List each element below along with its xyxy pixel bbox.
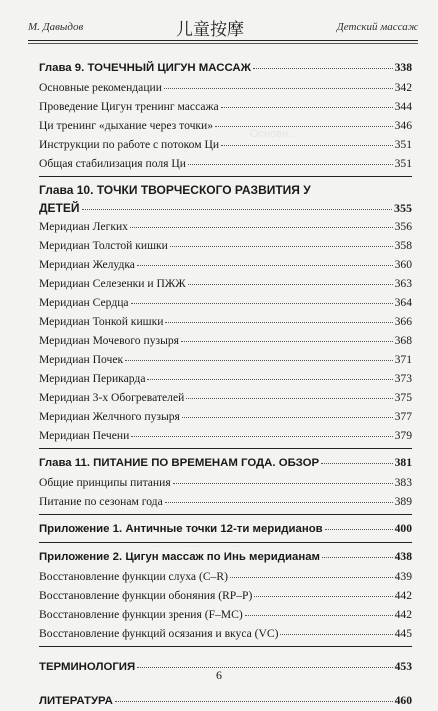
leader-dots: [115, 692, 393, 702]
leader-dots: [173, 474, 393, 484]
toc-entry[interactable]: [39, 624, 412, 643]
running-header: [28, 14, 418, 40]
toc-entry[interactable]: [39, 236, 412, 255]
page-number: 360: [394, 258, 412, 271]
leader-dots: [280, 625, 392, 635]
page-number: 377: [394, 410, 412, 423]
entry-title: Восстановление функции обоняния (RP–P): [39, 589, 253, 602]
chapter-title-line2: ДЕТЕЙ: [39, 201, 80, 215]
page-number: 445: [394, 627, 412, 640]
leader-dots: [230, 568, 393, 578]
entry-title: Меридиан Желудка: [39, 258, 135, 271]
appendix-title: Приложение 2. Цигун массаж по Инь меридианам: [39, 551, 320, 563]
page-number: 346: [394, 119, 412, 132]
appendix-title: Приложение 1. Античные точки 12-ти меридианов: [39, 523, 323, 535]
page-number: 351: [394, 138, 412, 151]
page-number: 389: [394, 495, 412, 508]
toc-entry[interactable]: [39, 350, 412, 369]
page-number: 381: [394, 456, 412, 469]
section-title: ЛИТЕРАТУРА: [39, 695, 113, 707]
leader-dots: [131, 427, 392, 437]
toc-chapter-11[interactable]: [39, 453, 412, 473]
header-rule: [28, 40, 418, 41]
toc-entry[interactable]: [39, 369, 412, 388]
entry-title: Меридиан Желчного пузыря: [39, 410, 180, 423]
toc-entry[interactable]: [39, 293, 412, 312]
chapter-10-entries: [39, 217, 412, 445]
entry-title: Меридиан Почек: [39, 353, 124, 366]
section-divider: [39, 176, 412, 177]
page-number: 373: [394, 372, 412, 385]
page-number: 371: [394, 353, 412, 366]
chapter-title-line1: Глава 10. ТОЧКИ ТВОРЧЕСКОГО РАЗВИТИЯ У: [39, 183, 311, 197]
entry-title: Меридиан Мочевого пузыря: [39, 334, 180, 347]
leader-dots: [221, 98, 393, 108]
section-divider: [39, 448, 412, 449]
leader-dots: [321, 454, 393, 464]
page-number: 400: [394, 522, 412, 535]
bleed-through-text: Основн...: [250, 128, 298, 140]
toc-entry[interactable]: [39, 312, 412, 331]
leader-dots: [188, 155, 393, 165]
page-number: 439: [394, 570, 412, 583]
entry-title: Ци тренинг «дыхание через точки»: [39, 119, 214, 132]
toc-entry[interactable]: [39, 255, 412, 274]
page-number: 453: [394, 660, 412, 673]
leader-dots: [130, 218, 393, 228]
leader-dots: [245, 606, 393, 616]
page-number: 368: [394, 334, 412, 347]
entry-title: Меридиан Сердца: [39, 296, 129, 309]
toc-entry[interactable]: [39, 97, 412, 116]
toc-entry[interactable]: [39, 274, 412, 293]
header-rule-thin: [28, 43, 418, 44]
page-number: 379: [394, 429, 412, 442]
toc-entry[interactable]: [39, 154, 412, 173]
entry-title: Восстановление функций осязания и вкуса (VC): [39, 627, 279, 640]
entry-title: Восстановление функции зрения (F–MC): [39, 608, 243, 621]
toc-entry[interactable]: [39, 135, 412, 154]
leader-dots: [125, 351, 392, 361]
page-number: 438: [394, 550, 412, 563]
entry-title: Инструкции по работе с потоком Ци: [39, 138, 220, 151]
chapter-title: Глава 11. ПИТАНИЕ ПО ВРЕМЕНАМ ГОДА. ОБЗОР: [39, 457, 320, 469]
appendix-2-entries: [39, 567, 412, 643]
page-number: 342: [394, 81, 412, 94]
page-number: 355: [394, 201, 412, 215]
toc-entry[interactable]: [39, 426, 412, 445]
leader-dots: [137, 658, 392, 668]
toc-entry[interactable]: [39, 492, 412, 511]
page-number: 363: [394, 277, 412, 290]
header-author: М. Давыдов: [28, 21, 84, 33]
leader-dots: [165, 313, 392, 323]
chapter-9-entries: [39, 78, 412, 173]
leader-dots: [188, 275, 393, 285]
toc-entry[interactable]: [39, 473, 412, 492]
bleed-through-text: ··················: [230, 296, 296, 308]
leader-dots: [165, 493, 393, 503]
toc-entry[interactable]: [39, 331, 412, 350]
bleed-through-text: ··························: [150, 540, 246, 552]
entry-title: Меридиан Толстой кишки: [39, 239, 168, 252]
toc-entry[interactable]: [39, 407, 412, 426]
toc-entry[interactable]: [39, 388, 412, 407]
leader-dots: [170, 237, 393, 247]
toc-entry[interactable]: [39, 567, 412, 586]
entry-title: Меридиан Селезенки и ПЖЖ: [39, 277, 186, 290]
leader-dots: [253, 59, 393, 69]
entry-title: Меридиан Легких: [39, 220, 128, 233]
leader-dots: [131, 294, 393, 304]
page-number: 442: [394, 589, 412, 602]
page-number: 338: [394, 61, 412, 74]
entry-title: Меридиан Тонкой кишки: [39, 315, 164, 328]
leader-dots: [186, 389, 392, 399]
page-number: 383: [394, 476, 412, 489]
toc-entry[interactable]: [39, 78, 412, 97]
page-number: 356: [394, 220, 412, 233]
toc-entry[interactable]: [39, 605, 412, 624]
page-number: 375: [394, 391, 412, 404]
leader-dots: [254, 587, 392, 597]
table-of-contents: [39, 58, 412, 711]
leader-dots: [82, 200, 392, 210]
leader-dots: [147, 370, 392, 380]
toc-chapter-10[interactable]: [39, 181, 412, 217]
toc-entry[interactable]: [39, 586, 412, 605]
toc-entry[interactable]: [39, 217, 412, 236]
leader-dots: [164, 79, 393, 89]
chapter-title: Глава 9. ТОЧЕЧНЫЙ ЦИГУН МАССАЖ: [39, 62, 251, 74]
section-title: ТЕРМИНОЛОГИЯ: [39, 661, 136, 673]
toc-chapter-9[interactable]: [39, 58, 412, 78]
header-chinese-title: 儿童按摩: [176, 19, 245, 40]
chapter-11-entries: [39, 473, 412, 511]
leader-dots: [322, 548, 393, 558]
toc-appendix-1[interactable]: [39, 519, 412, 539]
entry-title: Проведение Цигун тренинг массажа: [39, 100, 219, 113]
entry-title: Общие принципы питания: [39, 476, 171, 489]
page-number: 442: [394, 608, 412, 621]
page-number: 366: [394, 315, 412, 328]
toc-entry[interactable]: [39, 116, 412, 135]
entry-title: Питание по сезонам года: [39, 495, 163, 508]
section-divider: [39, 542, 412, 543]
page-footer-number: 6: [216, 668, 222, 682]
leader-dots: [137, 256, 393, 266]
section-divider: [39, 514, 412, 515]
entry-title: Меридиан Печени: [39, 429, 130, 442]
entry-title: Меридиан 3-х Обогревателей: [39, 391, 185, 404]
toc-appendix-2[interactable]: [39, 547, 412, 567]
leader-dots: [181, 332, 393, 342]
toc-literature[interactable]: [39, 691, 412, 711]
leader-dots: [182, 408, 393, 418]
header-book-title: Детский массаж: [336, 21, 418, 33]
page-number: 344: [394, 100, 412, 113]
leader-dots: [325, 520, 393, 530]
page-number: 351: [394, 157, 412, 170]
leader-dots: [215, 117, 393, 127]
page-number: 358: [394, 239, 412, 252]
page-number: 460: [394, 694, 412, 707]
entry-title: Восстановление функции слуха (C–R): [39, 570, 228, 583]
entry-title: Меридиан Перикарда: [39, 372, 146, 385]
page-number: 364: [394, 296, 412, 309]
section-divider: [39, 646, 412, 647]
entry-title: Общая стабилизация поля Ци: [39, 157, 186, 170]
entry-title: Основные рекомендации: [39, 81, 162, 94]
leader-dots: [221, 136, 393, 146]
